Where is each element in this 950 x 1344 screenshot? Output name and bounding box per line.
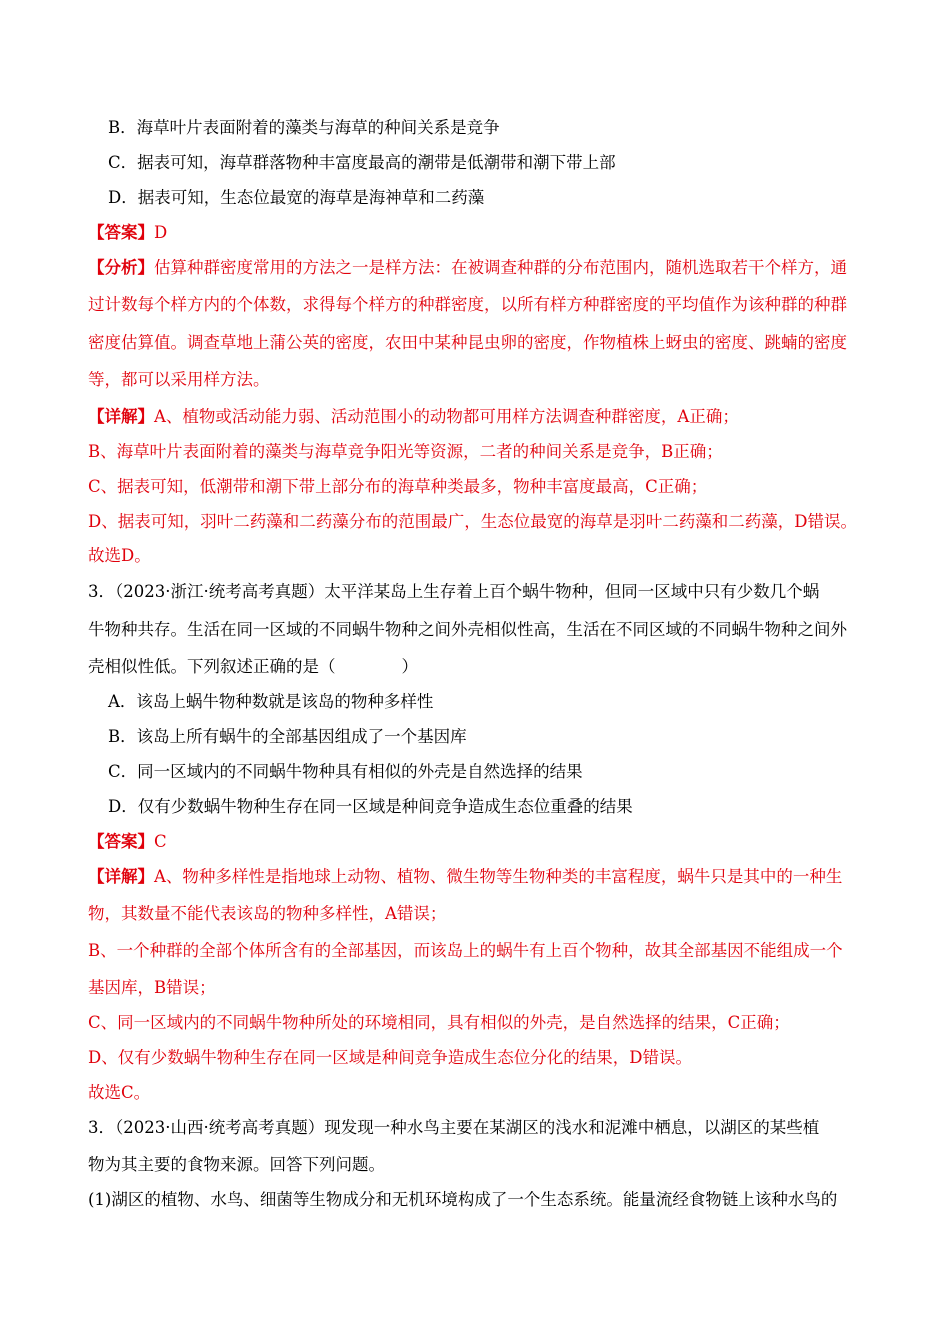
q2-answer — [88, 223, 167, 243]
q2-option-c: C．据表可知，海草群落物种丰富度最高的潮带是低潮带和潮下带上部 — [108, 153, 616, 172]
q3-option-a: A．该岛上蜗牛物种数就是该岛的物种多样性 — [108, 692, 434, 711]
q3-detail-line-4: 基因库，B错误； — [88, 978, 216, 997]
detail-text: A、物种多样性是指地球上动物、植物、微生物等生物种类的丰富程度，蜗牛只是其中的一种生 — [154, 867, 843, 886]
q2-detail-line-4: D、据表可知，羽叶二药藻和二药藻分布的范围最广，生态位最宽的海草是羽叶二药藻和二药藻，D错误。 — [88, 512, 857, 531]
answer-value: C — [154, 832, 167, 851]
q2-option-b: B．海草叶片表面附着的藻类与海草的种间关系是竞争 — [108, 118, 500, 137]
q2-detail-line-3: C、据表可知，低潮带和潮下带上部分布的海草种类最多，物种丰富度最高，C正确； — [88, 477, 708, 496]
answer-tag: 【答案】 — [88, 832, 154, 851]
q2-option-d: D．据表可知，生态位最宽的海草是海神草和二药藻 — [108, 188, 485, 207]
detail-text: A、植物或活动能力弱、活动范围小的动物都可用样方法调查种群密度，A正确； — [154, 407, 739, 426]
q2-analysis-line-2: 过计数每个样方内的个体数，求得每个样方的种群密度，以所有样方种群密度的平均值作为该种群的种群 — [88, 295, 847, 314]
q3-conclusion: 故选C。 — [88, 1083, 151, 1102]
q2-analysis-line-4: 等，都可以采用样方法。 — [88, 370, 270, 389]
analysis-tag: 【分析】 — [88, 258, 154, 277]
q4-stem-line-1: 3．（2023·山西·统考高考真题）现发现一种水鸟主要在某湖区的浅水和泥滩中栖息，以湖区的某些植 — [88, 1118, 820, 1137]
detail-tag: 【详解】 — [88, 407, 154, 426]
analysis-text: 估算种群密度常用的方法之一是样方法：在被调查种群的分布范围内，随机选取若干个样方，通 — [154, 258, 847, 277]
q3-detail-line-1 — [88, 867, 842, 887]
q3-stem-line-2: 牛物种共存。生活在同一区域的不同蜗牛物种之间外壳相似性高，生活在不同区域的不同蜗牛物种之间外 — [88, 620, 847, 639]
q3-stem-line-3: 壳相似性低。下列叙述正确的是（ ） — [88, 657, 418, 676]
q3-detail-line-6: D、仅有少数蜗牛物种生存在同一区域是种间竞争造成生态位分化的结果，D错误。 — [88, 1048, 692, 1067]
q3-detail-line-2: 物，其数量不能代表该岛的物种多样性，A错误； — [88, 904, 447, 923]
q2-analysis-line-1 — [88, 258, 847, 278]
q2-conclusion: 故选D。 — [88, 546, 151, 565]
q2-detail-line-2: B、海草叶片表面附着的藻类与海草竞争阳光等资源，二者的种间关系是竞争，B正确； — [88, 442, 723, 461]
answer-value: D — [154, 223, 168, 242]
q4-stem-line-2: 物为其主要的食物来源。回答下列问题。 — [88, 1155, 385, 1174]
q3-stem-line-1: 3．（2023·浙江·统考高考真题）太平洋某岛上生存着上百个蜗牛物种，但同一区域中只有少数几个蜗 — [88, 582, 820, 601]
q4-stem-line-3: (1)湖区的植物、水鸟、细菌等生物成分和无机环境构成了一个生态系统。能量流经食物链上该种水鸟的 — [88, 1190, 838, 1209]
q3-option-d: D．仅有少数蜗牛物种生存在同一区域是种间竞争造成生态位重叠的结果 — [108, 797, 633, 816]
q3-option-c: C．同一区域内的不同蜗牛物种具有相似的外壳是自然选择的结果 — [108, 762, 583, 781]
detail-tag: 【详解】 — [88, 867, 154, 886]
q2-detail-line-1 — [88, 407, 739, 427]
q2-analysis-line-3: 密度估算值。调查草地上蒲公英的密度，农田中某种昆虫卵的密度，作物植株上蚜虫的密度、跳蝻的密度 — [88, 333, 847, 352]
answer-tag: 【答案】 — [88, 223, 154, 242]
q3-option-b: B．该岛上所有蜗牛的全部基因组成了一个基因库 — [108, 727, 467, 746]
q3-detail-line-5: C、同一区域内的不同蜗牛物种所处的环境相同，具有相似的外壳，是自然选择的结果，C正确； — [88, 1013, 790, 1032]
q3-detail-line-3: B、一个种群的全部个体所含有的全部基因，而该岛上的蜗牛有上百个物种，故其全部基因不能组成一个 — [88, 941, 843, 960]
q3-answer — [88, 832, 167, 852]
